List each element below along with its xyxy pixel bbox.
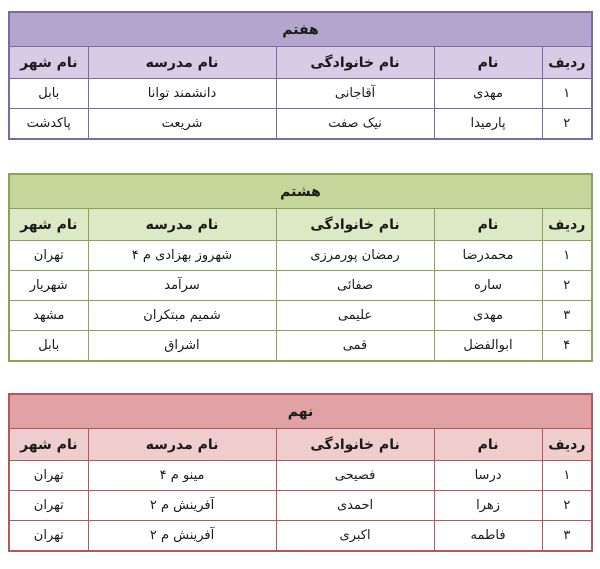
cell-first-name: مهدی	[434, 79, 542, 109]
cell-last-name: آقاجانی	[276, 79, 434, 109]
table-title: هشتم	[9, 174, 592, 209]
header-last-name: نام خانوادگی	[276, 47, 434, 79]
cell-last-name: احمدی	[276, 491, 434, 521]
cell-row-number: ۱	[542, 79, 592, 109]
cell-last-name: نیک صفت	[276, 109, 434, 140]
cell-city: بابل	[9, 79, 88, 109]
header-first-name: نام	[434, 429, 542, 461]
cell-row-number: ۲	[542, 491, 592, 521]
header-last-name: نام خانوادگی	[276, 209, 434, 241]
cell-city: مشهد	[9, 301, 88, 331]
cell-school: شمیم مبتکران	[88, 301, 276, 331]
cell-row-number: ۳	[542, 521, 592, 552]
cell-first-name: پارمیدا	[434, 109, 542, 140]
table-row	[9, 331, 592, 362]
header-row-number: ردیف	[542, 429, 592, 461]
cell-school: شریعت	[88, 109, 276, 140]
header-city: نام شهر	[9, 47, 88, 79]
header-first-name: نام	[434, 209, 542, 241]
table-row	[9, 301, 592, 331]
header-row-number: ردیف	[542, 209, 592, 241]
cell-row-number: ۱	[542, 241, 592, 271]
cell-last-name: فصیحی	[276, 461, 434, 491]
cell-last-name: قمی	[276, 331, 434, 362]
cell-school: آفرینش م ۲	[88, 491, 276, 521]
table-row	[9, 271, 592, 301]
cell-first-name: مهدی	[434, 301, 542, 331]
cell-row-number: ۲	[542, 271, 592, 301]
table-row	[9, 79, 592, 109]
cell-school: شهروز بهزادی م ۴	[88, 241, 276, 271]
cell-row-number: ۳	[542, 301, 592, 331]
grade-seventh-table	[8, 11, 593, 140]
table-title: نهم	[9, 394, 592, 429]
cell-first-name: ابوالفضل	[434, 331, 542, 362]
table-row	[9, 109, 592, 140]
cell-city: تهران	[9, 521, 88, 552]
header-row-number: ردیف	[542, 47, 592, 79]
cell-city: پاکدشت	[9, 109, 88, 140]
cell-city: بابل	[9, 331, 88, 362]
cell-city: تهران	[9, 241, 88, 271]
table-row	[9, 491, 592, 521]
header-first-name: نام	[434, 47, 542, 79]
table-title: هفتم	[9, 12, 592, 47]
cell-first-name: فاطمه	[434, 521, 542, 552]
header-last-name: نام خانوادگی	[276, 429, 434, 461]
cell-last-name: علیمی	[276, 301, 434, 331]
cell-row-number: ۱	[542, 461, 592, 491]
cell-last-name: صفائی	[276, 271, 434, 301]
cell-school: آفرینش م ۲	[88, 521, 276, 552]
table-row	[9, 521, 592, 552]
cell-first-name: ساره	[434, 271, 542, 301]
cell-last-name: رمضان پورمرزی	[276, 241, 434, 271]
cell-school: سرآمد	[88, 271, 276, 301]
cell-row-number: ۴	[542, 331, 592, 362]
header-school: نام مدرسه	[88, 429, 276, 461]
cell-school: مینو م ۴	[88, 461, 276, 491]
header-school: نام مدرسه	[88, 209, 276, 241]
header-city: نام شهر	[9, 429, 88, 461]
cell-row-number: ۲	[542, 109, 592, 140]
table-row	[9, 241, 592, 271]
cell-city: تهران	[9, 491, 88, 521]
cell-city: تهران	[9, 461, 88, 491]
header-city: نام شهر	[9, 209, 88, 241]
cell-first-name: محمدرضا	[434, 241, 542, 271]
cell-first-name: درسا	[434, 461, 542, 491]
header-school: نام مدرسه	[88, 47, 276, 79]
cell-city: شهریار	[9, 271, 88, 301]
cell-last-name: اکبری	[276, 521, 434, 552]
table-row	[9, 461, 592, 491]
grade-eighth-table	[8, 173, 593, 362]
cell-first-name: زهرا	[434, 491, 542, 521]
grade-ninth-table	[8, 393, 593, 552]
cell-school: اشراق	[88, 331, 276, 362]
cell-school: دانشمند توانا	[88, 79, 276, 109]
